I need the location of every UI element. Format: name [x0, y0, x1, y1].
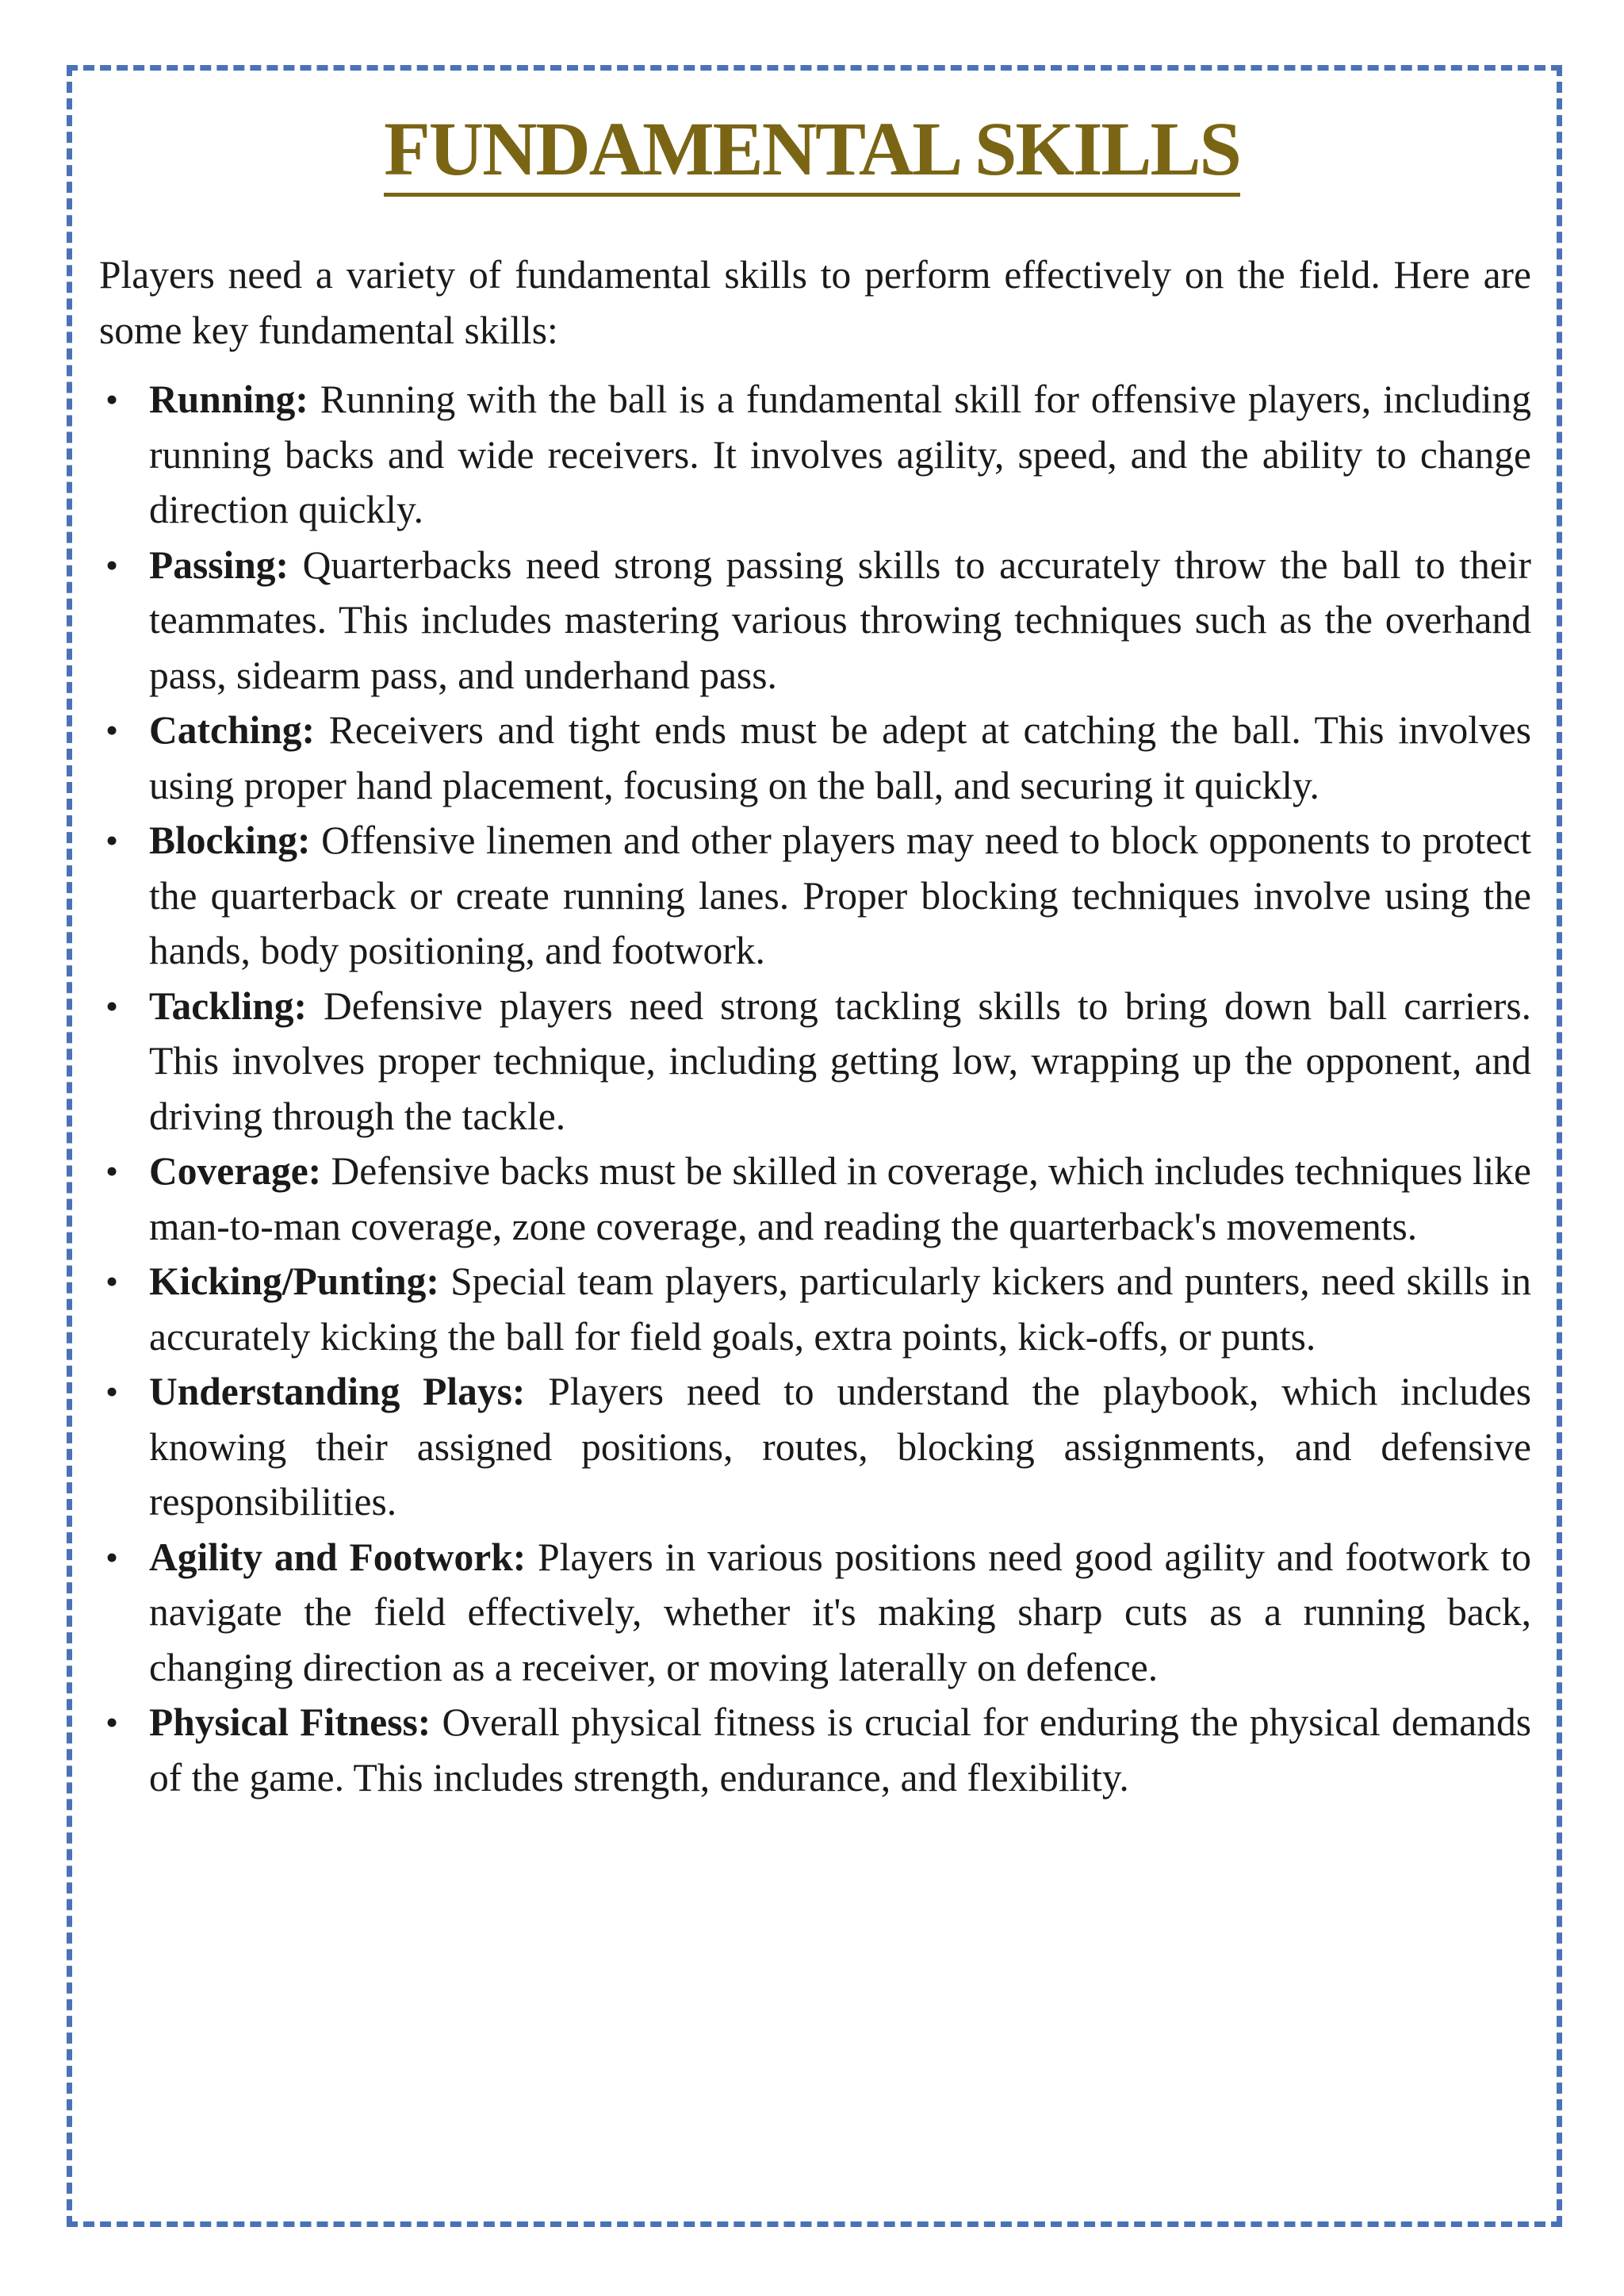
bullet-icon: • [105, 985, 119, 1026]
skill-description: Quarterbacks need strong passing skills to accurately throw the ball to their teammates. This includes mastering various throwing techniques such as the overhand pass, sidearm pass, and underhand pass. [149, 542, 1531, 697]
bullet-icon: • [105, 1371, 119, 1412]
document-body [99, 247, 1531, 1805]
list-item [99, 703, 1531, 813]
skill-description: Players need to understand the playbook, which includes knowing their assigned positions, routes, blocking assignments, and defensive responsibilities. [149, 1370, 1532, 1524]
skill-term: Coverage: [149, 1149, 322, 1193]
skill-description: Defensive backs must be skilled in coverage, which includes techniques like man-to-man coverage, zone coverage, and reading the quarterback's movements. [149, 1149, 1531, 1248]
skill-term: Blocking: [149, 818, 311, 862]
skill-description: Offensive linemen and other players may need to block opponents to protect the quarterback or create running lanes. Proper blocking techniques involve using the hands, body positioning, and footwork. [149, 818, 1531, 972]
list-item [99, 979, 1531, 1144]
page-title [0, 102, 1624, 197]
skill-term: Understanding Plays: [149, 1370, 526, 1413]
skill-description: Overall physical fitness is crucial for enduring the physical demands of the game. This includes strength, endurance, and flexibility. [149, 1700, 1531, 1800]
bullet-icon: • [105, 710, 119, 750]
bullet-icon: • [105, 820, 119, 861]
skill-term: Kicking/Punting: [149, 1259, 439, 1303]
list-item [99, 372, 1531, 538]
bullet-icon: • [105, 544, 119, 585]
bullet-icon: • [105, 1151, 119, 1191]
page-title-text: FUNDAMENTAL SKILLS [384, 106, 1240, 197]
bullet-icon: • [105, 379, 119, 420]
skill-description: Receivers and tight ends must be adept at catching the ball. This involves using proper hand placement, focusing on the ball, and securing it quickly. [149, 708, 1531, 807]
bullet-icon: • [105, 1261, 119, 1301]
skill-term: Tackling: [149, 983, 307, 1028]
skill-term: Running: [149, 378, 308, 421]
skill-term: Physical Fitness: [149, 1700, 431, 1744]
skill-term: Catching: [149, 708, 315, 752]
list-item [99, 1254, 1531, 1364]
skill-term: Passing: [149, 542, 289, 587]
bullet-icon: • [105, 1536, 119, 1577]
intro-paragraph: Players need a variety of fundamental skills to perform effectively on the field. Here are some key fundamental skills: [99, 253, 1531, 352]
skills-list [99, 372, 1531, 1805]
skill-description: Players in various positions need good agility and footwork to navigate the field effectively, whether it's making sharp cuts as a running back, changing direction as a receiver, or moving laterally on defence. [149, 1535, 1531, 1689]
skill-description: Defensive players need strong tackling skills to bring down ball carriers. This involves proper technique, including getting low, wrapping up the opponent, and driving through the tackle. [149, 983, 1531, 1138]
bullet-icon: • [105, 1702, 119, 1742]
list-item [99, 1695, 1531, 1805]
skill-term: Agility and Footwork: [149, 1535, 527, 1579]
skill-description: Running with the ball is a fundamental skill for offensive players, including running backs and wide receivers. It involves agility, speed, and the ability to change direction quickly. [149, 378, 1531, 531]
list-item [99, 1530, 1531, 1696]
list-item [99, 813, 1531, 979]
list-item [99, 538, 1531, 703]
list-item [99, 1364, 1531, 1530]
skill-description: Special team players, particularly kickers and punters, need skills in accurately kicking the ball for field goals, extra points, kick-offs, or punts. [149, 1259, 1531, 1359]
list-item [99, 1144, 1531, 1254]
